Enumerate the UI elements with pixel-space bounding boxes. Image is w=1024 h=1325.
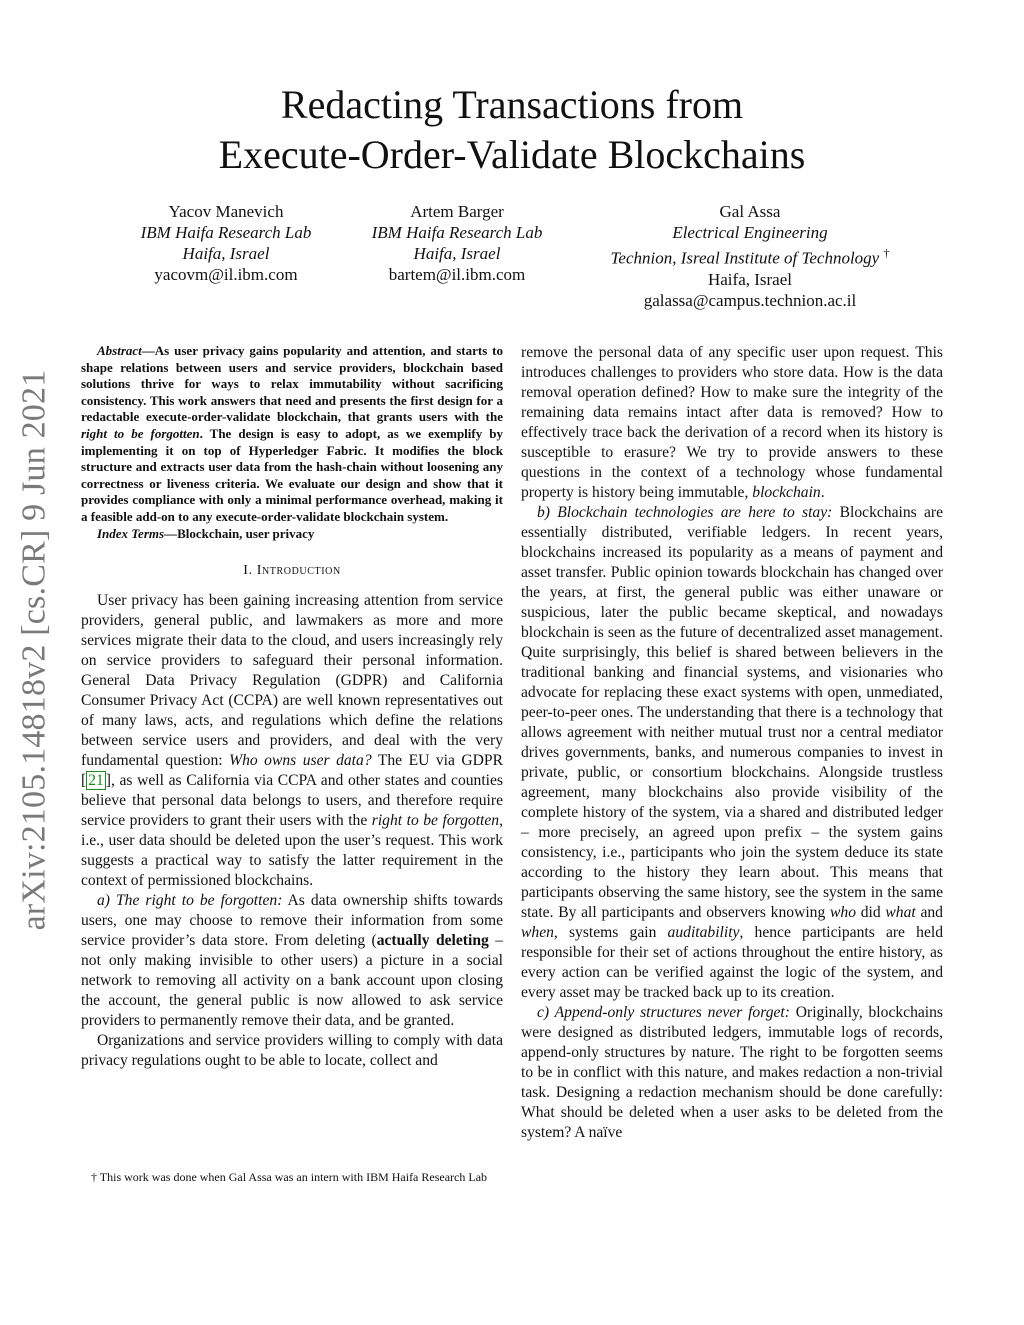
author-name: Gal Assa bbox=[719, 202, 781, 221]
paragraph-heading: a) The right to be forgotten: bbox=[97, 892, 283, 910]
continuation-emphasis: blockchain bbox=[752, 484, 821, 501]
index-terms-dash: — bbox=[164, 525, 178, 541]
author-affiliation: IBM Haifa Research Lab bbox=[371, 223, 543, 242]
abstract-text-2: . The design is easy to adopt, as we exemplify by implementing it on top of Hyperledger Fabric. It modifies the block structure and extracts user data from the hash-chain without loosening any correctness or liveness criteria. We evaluate our design and show that it provides compliance with only a minimal performance overhead, making it a feasible add-on to any execute-order-validate blockchain system. bbox=[81, 425, 503, 524]
abstract bbox=[81, 343, 503, 526]
author-location: Haifa, Israel bbox=[413, 244, 501, 263]
paragraph-blockchain-technologies bbox=[521, 503, 943, 1003]
paragraph-continuation bbox=[521, 343, 943, 503]
title-line-2: Execute-Order-Validate Blockchains bbox=[218, 132, 806, 177]
paragraph-text-2: – not only making invisible to other users) a picture in a social network to removing all activity on a bank account upon closing the account, the general public is now allowed to ask service providers to permanently remove their data, and be granted. bbox=[81, 932, 503, 1030]
author-location: Haifa, Israel bbox=[182, 244, 270, 263]
emphasis-when: when bbox=[521, 924, 554, 941]
author-name: Artem Barger bbox=[410, 202, 504, 221]
intro-question: Who owns user data? bbox=[229, 752, 372, 770]
author-3 bbox=[585, 201, 915, 311]
author-email: bartem@il.ibm.com bbox=[388, 265, 526, 284]
paragraph-text-2: , hence participants are held responsible for their set of actions throughout the entire history, as every action can be verified against the logic of the system, and every asset may be tracked back up to its creation. bbox=[521, 924, 943, 1001]
emphasis-what: what bbox=[885, 904, 916, 921]
title-line-1: Redacting Transactions from bbox=[280, 82, 744, 127]
paragraph-bold: actually deleting bbox=[376, 932, 489, 950]
arxiv-identifier-stamp[interactable] bbox=[17, 370, 51, 930]
index-terms bbox=[81, 526, 503, 543]
footnote-marker: † bbox=[883, 246, 890, 260]
left-column bbox=[81, 343, 503, 1071]
paragraph-text-1: As data ownership shifts towards users, one may choose to remove their information from some service provider’s data store. From deleting ( bbox=[81, 892, 503, 950]
intro-paragraph bbox=[81, 591, 503, 891]
paragraph-text-1: Blockchains are essentially distributed, verifiable ledgers. In recent years, blockchains increased its popularity as a means of payment and asset transfer. Public opinion towards blockchain has changed over the years, at first, the general public was either unaware or suspicious, later the public became skeptical, and nowadays blockchain is seen as the future of decentralized asset management. Quite surprisingly, this belief is shared between believers in the traditional banking and financial systems, and visionaries who advocate for replacing these exact systems with open, unmediated, peer-to-peer ones. The understanding that there is a technology that allows agreement with neither mutual trust nor a central mediator drives governments, banks, and numerous companies to invest in private, public, or consortium blockchains. Alongside trustless agreement, many blockchains also provide visibility of the complete history of the system, via a shared and distributed ledger – more precisely, an agreed upon prefix – the system gains consistency, i.e., participants who join the system deduce its state according to the history they learn about. This means that participants observing the same history, see the system in the same state. By all participants and observers knowing bbox=[521, 504, 943, 921]
intro-text-2: The EU via GDPR [ bbox=[81, 752, 503, 790]
continuation-text-1: remove the personal data of any specific user upon request. This introduces challenges to providers who store data. How is the data removal operation defined? How to make sure the integrity of the remaining data remains intact after data is removed? How to effectively trace back the derivation of a record when its history is susceptible to erasure? We try to provide answers to these questions in the context of a technology whose fundamental property is history being immutable, bbox=[521, 344, 943, 501]
paragraph-heading: c) Append-only structures never forget: bbox=[537, 1004, 790, 1021]
arxiv-identifier-text: arXiv:2105.14818v2 [cs.CR] 9 Jun 2021 bbox=[15, 369, 53, 931]
paragraph-text-mid-1: did bbox=[856, 904, 886, 921]
paragraph-organizations: Organizations and service providers willing to comply with data privacy regulations ought to be able to locate, collect and bbox=[81, 1032, 503, 1070]
paragraph-text-mid-3: , systems gain bbox=[553, 924, 668, 941]
paragraph-text-mid-2: and bbox=[915, 904, 943, 921]
paragraph-text: Originally, blockchains were designed as distributed ledgers, immutable logs of records, append-only structures by nature. The right to be forgotten seems to be in conflict with this nature, and makes redaction a non-trivial task. Designing a redaction mechanism should be done carefully: What should be deleted when a user asks to be deleted from the system? A naïve bbox=[521, 1004, 943, 1141]
abstract-text-1: As user privacy gains popularity and attention, and starts to shape relations between users and service providers, blockchain based solutions thrive for ways to relax immutability without sacrificing consistency. This work answers that need and presents the first design for a redactable execute-order-validate blockchain, that grants users with the bbox=[81, 343, 503, 425]
continuation-text-2: . bbox=[820, 484, 825, 501]
author-email: galassa@campus.technion.ac.il bbox=[643, 290, 857, 310]
paragraph-heading: b) Blockchain technologies are here to stay: bbox=[537, 504, 833, 521]
intro-text-3: ], as well as California via CCPA and other states and counties believe that personal data belongs to users, and therefore require service providers to grant their users with the bbox=[81, 772, 503, 830]
author-email: yacovm@il.ibm.com bbox=[154, 265, 298, 284]
footnote-text: This work was done when Gal Assa was an intern with IBM Haifa Research Lab bbox=[97, 1170, 488, 1184]
abstract-emphasis: right to be forgotten bbox=[81, 425, 200, 441]
paragraph-append-only bbox=[521, 1003, 943, 1143]
paper-title bbox=[150, 80, 874, 180]
author-name: Yacov Manevich bbox=[168, 202, 284, 221]
index-terms-text: Blockchain, user privacy bbox=[177, 525, 315, 541]
right-column bbox=[521, 343, 943, 1143]
index-terms-label: Index Terms bbox=[97, 525, 165, 541]
intro-text-1: User privacy has been gaining increasing attention from service providers, general public, and lawmakers as more and more services migrate their data to the cloud, and users increasingly rely on service providers to safeguard their personal information. General Data Privacy Regulation (GDPR) and California Consumer Privacy Act (CCPA) are well known representatives out of many laws, acts, and regulations which define the relations between service users and providers, and deal with the very fundamental question: bbox=[81, 592, 503, 770]
section-title: Introduction bbox=[256, 563, 341, 579]
abstract-label: Abstract bbox=[97, 343, 142, 358]
author-2 bbox=[312, 201, 602, 285]
author-department: Electrical Engineering bbox=[672, 223, 828, 242]
footnote-marker: † bbox=[91, 1170, 97, 1184]
author-affiliation bbox=[585, 243, 915, 269]
paragraph-right-to-be-forgotten bbox=[81, 891, 503, 1031]
abstract-dash: — bbox=[141, 343, 155, 358]
emphasis-auditability: auditability bbox=[667, 924, 740, 941]
author-location: Haifa, Israel bbox=[707, 269, 792, 289]
intro-text-4: , i.e., user data should be deleted upon the user’s request. This work suggests a practical way to satisfy the latter requirement in the context of permissioned blockchains. bbox=[81, 812, 503, 890]
author-institution: Technion, Isreal Institute of Technology bbox=[610, 248, 880, 268]
author-affiliation: IBM Haifa Research Lab bbox=[140, 223, 312, 242]
emphasis-who: who bbox=[830, 904, 856, 921]
intro-emphasis: right to be forgotten bbox=[371, 812, 500, 830]
section-numeral: I. bbox=[243, 563, 257, 579]
citation-link[interactable]: 21 bbox=[88, 772, 104, 790]
footnote bbox=[81, 1170, 503, 1185]
section-heading-introduction bbox=[81, 561, 503, 581]
